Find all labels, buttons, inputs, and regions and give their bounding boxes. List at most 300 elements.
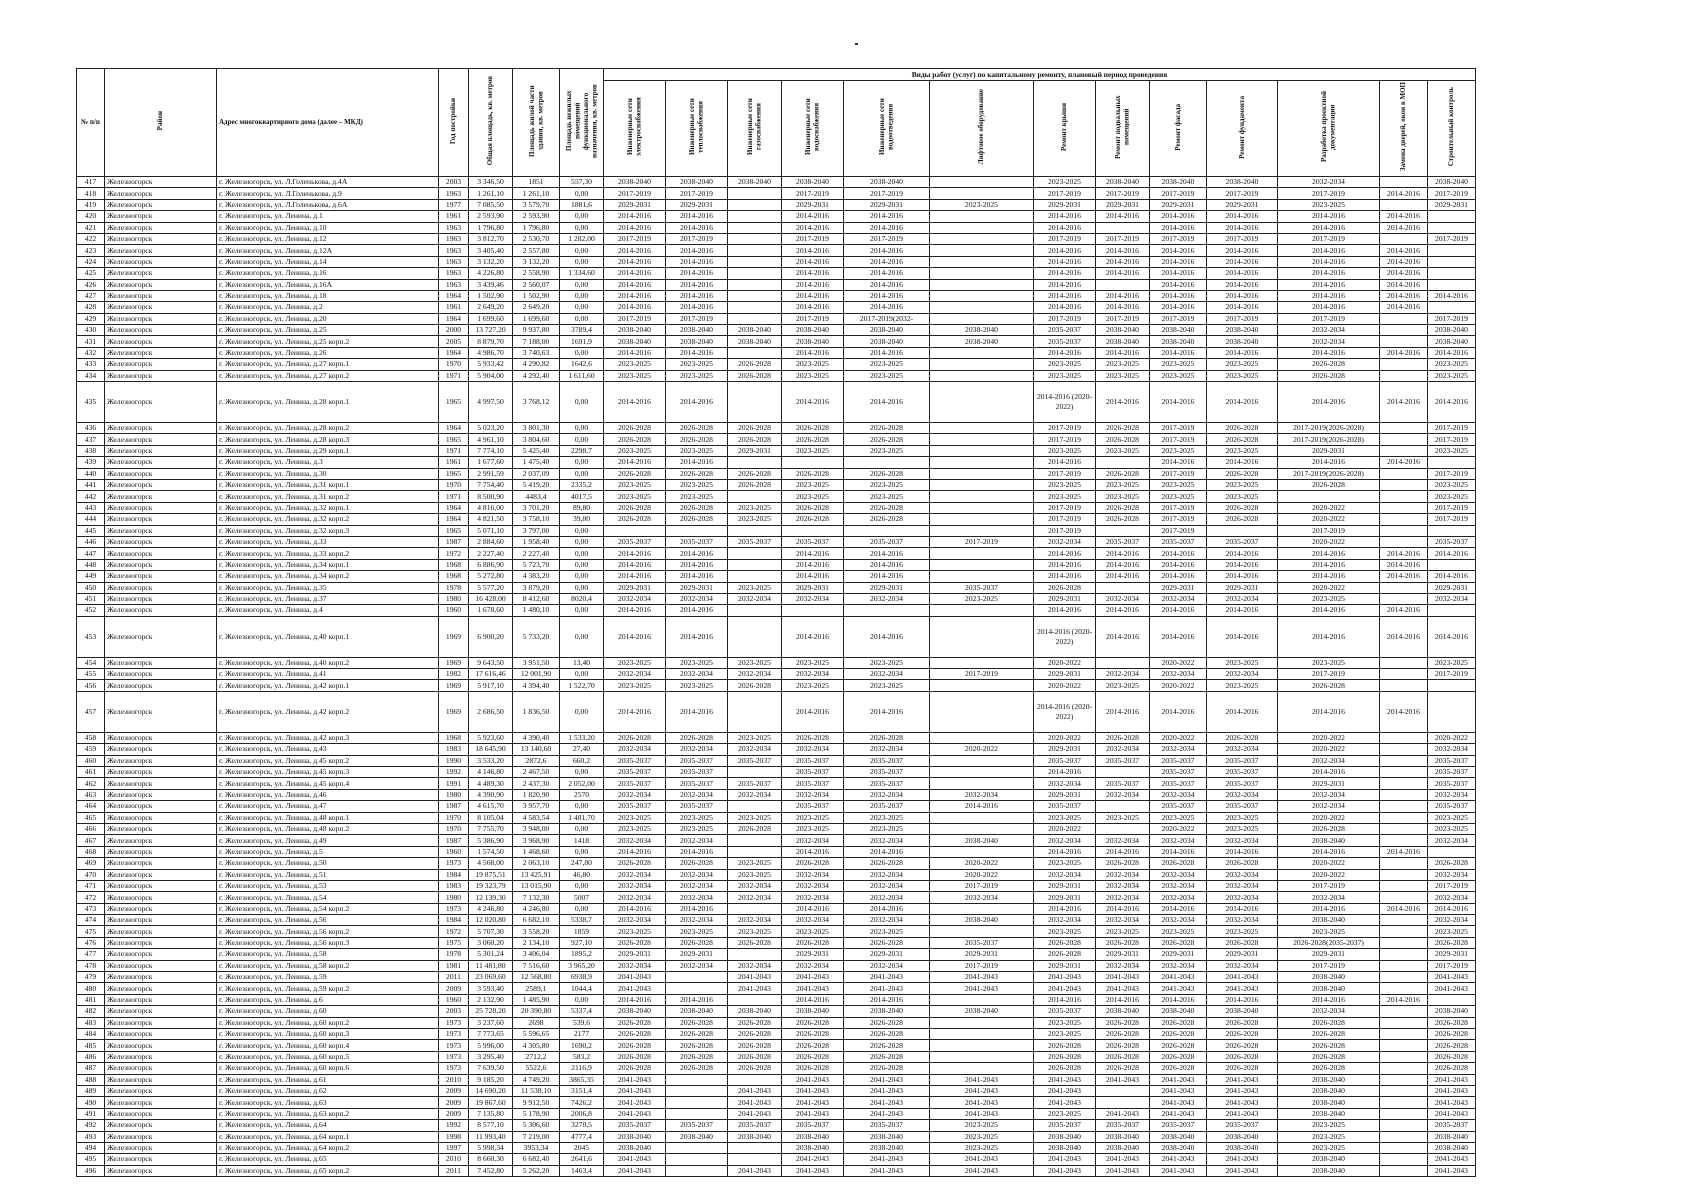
table-row [77, 502, 1476, 513]
table-cell: 2041-2043 [1207, 983, 1278, 994]
table-row [77, 892, 1476, 903]
table-cell: 5 425,40 [513, 445, 560, 456]
table-cell: 435 [77, 382, 105, 423]
table-cell: 2041-2043 [1207, 1154, 1278, 1165]
table-cell: 2017-2019 [604, 188, 666, 199]
table-cell: г. Железногорск, ул. Ленина, д.48 корп.2 [217, 823, 439, 834]
table-cell: 2014-2016 [604, 256, 666, 267]
table-cell: 0,00 [560, 548, 604, 559]
table-cell: 4 226,80 [469, 268, 513, 279]
table-cell: 7 755,70 [469, 823, 513, 834]
table-cell: 1973 [439, 858, 469, 869]
table-cell [930, 926, 1034, 937]
table-cell: Железногорск [105, 347, 217, 358]
table-cell: 3151,4 [560, 1085, 604, 1096]
table-cell: 2 557,80 [513, 245, 560, 256]
table-cell: 2 649,20 [469, 302, 513, 313]
table-cell: 1895,2 [560, 949, 604, 960]
table-cell: 2014-2016 [1428, 903, 1476, 914]
table-cell: 441 [77, 479, 105, 490]
table-cell: 2017-2019 [1096, 233, 1150, 244]
table-cell: 2014-2016 [666, 222, 728, 233]
table-cell: 2032-2034 [1428, 869, 1476, 880]
table-cell: 2 884,60 [469, 536, 513, 547]
table-cell: 0,00 [560, 823, 604, 834]
table-cell: 2035-2037 [604, 767, 666, 778]
table-row [77, 960, 1476, 971]
table-cell [666, 1097, 728, 1108]
table-cell: 2029-2031 [1034, 892, 1096, 903]
table-cell: 3 801,30 [513, 423, 560, 434]
table-cell: 1 677,60 [469, 457, 513, 468]
table-cell: 2014-2016 [604, 605, 666, 616]
table-cell: 1981 [439, 960, 469, 971]
table-cell: 2041-2043 [604, 983, 666, 994]
table-cell: г. Железногорск, ул. Ленина, д.40 корп.2 [217, 657, 439, 668]
table-cell [728, 245, 782, 256]
table-cell: 1968 [439, 559, 469, 570]
table-cell: 2014-2016 [844, 211, 930, 222]
table-cell: 2014-2016 [782, 846, 844, 857]
table-cell [728, 548, 782, 559]
table-cell: 2023-2025 [666, 926, 728, 937]
table-cell: 2009 [439, 1097, 469, 1108]
table-cell: 2014-2016 [604, 691, 666, 732]
table-cell [666, 1165, 728, 1176]
table-cell: 2014-2016 [666, 268, 728, 279]
table-cell: 2014-2016 [1096, 347, 1150, 358]
table-cell [1380, 1074, 1428, 1085]
table-cell: 2026-2028 [728, 1040, 782, 1051]
table-cell [1428, 605, 1476, 616]
table-cell [1428, 268, 1476, 279]
table-cell: 471 [77, 880, 105, 891]
table-cell: 1960 [439, 994, 469, 1005]
table-cell: 2014-2016 [782, 382, 844, 423]
table-cell: 2014-2016 [666, 605, 728, 616]
table-cell: 2026-2028 [844, 434, 930, 445]
table-cell: 2014-2016 [604, 382, 666, 423]
table-cell: 1642,6 [560, 359, 604, 370]
table-cell: 2035-2037 [844, 778, 930, 789]
table-cell: 2045 [560, 1142, 604, 1153]
table-cell: 5 923,60 [469, 732, 513, 743]
table-cell: 2014-2016 [604, 211, 666, 222]
table-cell: 2017-2019 [1428, 434, 1476, 445]
table-cell: г. Железногорск, ул. Ленина, д.32 корп.3 [217, 525, 439, 536]
table-cell: 2035-2037 [844, 536, 930, 547]
table-cell: 2026-2028 [782, 732, 844, 743]
table-cell: 2026-2028 [666, 1051, 728, 1062]
table-cell: 460 [77, 755, 105, 766]
table-cell: 2116,9 [560, 1063, 604, 1074]
table-cell: 2026-2028 [1207, 732, 1278, 743]
table-cell: 2035-2037 [1207, 767, 1278, 778]
table-cell [930, 559, 1034, 570]
table-cell [1380, 778, 1428, 789]
table-cell: 2023-2025 [1096, 479, 1150, 490]
table-cell: 2038-2040 [1096, 336, 1150, 347]
table-cell: 0,00 [560, 691, 604, 732]
table-cell: 2032-2034 [930, 789, 1034, 800]
table-cell: 2014-2016 [1207, 903, 1278, 914]
table-cell: 2032-2034 [1096, 835, 1150, 846]
table-cell: 1963 [439, 279, 469, 290]
table-cell: 2035-2037 [1150, 801, 1207, 812]
table-cell: 2032-2034 [604, 669, 666, 680]
table-cell: 2017-2019(2026-2028) [1278, 434, 1380, 445]
table-cell [728, 256, 782, 267]
table-cell: 2023-2025 [604, 491, 666, 502]
table-cell: Железногорск [105, 858, 217, 869]
table-cell: 434 [77, 370, 105, 381]
table-cell [728, 1154, 782, 1165]
table-cell: 2026-2028 [1428, 858, 1476, 869]
table-cell [728, 290, 782, 301]
table-cell: 2038-2040 [1096, 1006, 1150, 1017]
table-cell: 2014-2016 [782, 691, 844, 732]
table-cell: 467 [77, 835, 105, 846]
table-cell: Железногорск [105, 313, 217, 324]
table-cell: 2023-2025 [1428, 479, 1476, 490]
table-cell: 2023-2025 [666, 823, 728, 834]
table-cell: 2026-2028 [728, 937, 782, 948]
table-cell: 430 [77, 325, 105, 336]
table-cell: 2032-2034 [728, 593, 782, 604]
table-cell: 2035-2037 [782, 778, 844, 789]
table-cell: 2014-2016 [1278, 279, 1380, 290]
table-cell: 1 678,60 [469, 605, 513, 616]
table-cell [1428, 279, 1476, 290]
table-cell: 2023-2025 [604, 926, 666, 937]
table-cell: 1 468,60 [513, 846, 560, 857]
table-cell: 0,00 [560, 525, 604, 536]
table-cell [1380, 960, 1428, 971]
table-cell: г. Железногорск, ул. Ленина, д.2 [217, 302, 439, 313]
table-cell [1428, 559, 1476, 570]
table-cell: 2017-2019 [1207, 313, 1278, 324]
table-cell: 2035-2037 [1207, 755, 1278, 766]
table-cell: 2032-2034 [1278, 325, 1380, 336]
table-cell: 2032-2034 [604, 960, 666, 971]
table-cell [728, 616, 782, 657]
table-cell [1428, 994, 1476, 1005]
table-cell: 1983 [439, 744, 469, 755]
table-row [77, 669, 1476, 680]
table-cell: 2014-2016 [844, 222, 930, 233]
table-cell: 3 948,00 [513, 823, 560, 834]
table-cell [782, 605, 844, 616]
table-cell: 4 390,90 [469, 789, 513, 800]
table-cell: 2014-2016 [1096, 994, 1150, 1005]
table-cell: 2017-2019 [1034, 434, 1096, 445]
table-cell: 2026-2028 [1278, 1051, 1380, 1062]
table-cell: 2038-2040 [1207, 1006, 1278, 1017]
table-cell: г. Железногорск, ул. Ленина, д.63 [217, 1097, 439, 1108]
table-cell: 2032-2034 [728, 789, 782, 800]
table-cell: 2026-2028 [728, 370, 782, 381]
table-cell: 2014-2016 [1278, 347, 1380, 358]
table-cell [930, 755, 1034, 766]
table-row [77, 479, 1476, 490]
table-cell: 2014-2016 [844, 994, 930, 1005]
table-row [77, 582, 1476, 593]
table-cell [1380, 1097, 1428, 1108]
table-cell: 1978 [439, 582, 469, 593]
table-cell: Железногорск [105, 491, 217, 502]
table-cell: 1859 [560, 926, 604, 937]
table-cell: 2026-2028 [728, 1051, 782, 1062]
table-cell: 463 [77, 789, 105, 800]
table-cell: 0,00 [560, 457, 604, 468]
table-cell: 437 [77, 434, 105, 445]
table-cell: 2032-2034 [1207, 892, 1278, 903]
table-cell: 2023-2025 [666, 812, 728, 823]
table-cell: 2032-2034 [1207, 593, 1278, 604]
table-cell: 2014-2016 [1207, 279, 1278, 290]
table-cell: 2020-2022 [1150, 732, 1207, 743]
table-cell: 3 579,70 [513, 199, 560, 210]
table-cell: 2032-2034 [1096, 892, 1150, 903]
table-cell: 2032-2034 [604, 892, 666, 903]
table-cell: 2038-2040 [1150, 177, 1207, 188]
table-cell: 2014-2016 [1380, 559, 1428, 570]
table-cell: 2020-2022 [1278, 812, 1380, 823]
table-cell: 2038-2040 [604, 1131, 666, 1142]
table-cell: 2026-2028 [1207, 1017, 1278, 1028]
table-cell: 11 993,40 [469, 1131, 513, 1142]
table-cell: 2041-2043 [930, 1154, 1034, 1165]
table-cell: 2023-2025 [666, 657, 728, 668]
table-cell [1428, 302, 1476, 313]
table-cell [1380, 1085, 1428, 1096]
table-cell: 2026-2028 [1096, 1051, 1150, 1062]
table-cell: 426 [77, 279, 105, 290]
table-cell: Железногорск [105, 949, 217, 960]
table-cell [930, 188, 1034, 199]
table-cell: 2032-2034 [1096, 960, 1150, 971]
table-cell [930, 767, 1034, 778]
table-cell [1380, 1131, 1428, 1142]
table-cell: 0,00 [560, 801, 604, 812]
table-cell: 2032-2034 [604, 744, 666, 755]
table-cell: 2014-2016 [782, 268, 844, 279]
table-cell: 1965 [439, 434, 469, 445]
table-cell: 2014-2016 [1278, 290, 1380, 301]
table-cell: 461 [77, 767, 105, 778]
table-cell: 2712,2 [513, 1051, 560, 1062]
table-cell [728, 835, 782, 846]
table-cell: 2017-2019 [1034, 188, 1096, 199]
table-cell: 2023-2025 [1428, 823, 1476, 834]
table-row [77, 1097, 1476, 1108]
table-cell: 2014-2016 [604, 994, 666, 1005]
table-cell: 2038-2040 [782, 177, 844, 188]
table-cell: 2023-2025 [1278, 199, 1380, 210]
table-cell: 2038-2040 [1278, 1154, 1380, 1165]
table-cell: 2023-2025 [1096, 926, 1150, 937]
table-cell: г. Железногорск, ул. Ленина, д.54 корп.2 [217, 903, 439, 914]
table-cell: Железногорск [105, 177, 217, 188]
table-cell [728, 1142, 782, 1153]
table-cell: 2023-2025 [1096, 491, 1150, 502]
table-cell: 1980 [439, 593, 469, 604]
table-cell: Железногорск [105, 502, 217, 513]
table-cell: г. Железногорск, ул. Ленина, д.42 корп.1 [217, 680, 439, 691]
table-cell: 2032-2034 [666, 835, 728, 846]
table-cell: 2032-2034 [782, 960, 844, 971]
table-cell: 2026-2028 [1207, 1040, 1278, 1051]
table-cell: 2014-2016 [1150, 457, 1207, 468]
table-cell: 0,00 [560, 605, 604, 616]
table-cell: 6938,9 [560, 972, 604, 983]
table-cell [930, 571, 1034, 582]
table-cell: 2041-2043 [1207, 1085, 1278, 1096]
table-cell: 0,00 [560, 313, 604, 324]
table-cell: 2014-2016 [1034, 571, 1096, 582]
table-row [77, 188, 1476, 199]
table-cell: 2032-2034 [1278, 1006, 1380, 1017]
table-cell: 2032-2034 [1278, 892, 1380, 903]
table-cell: 2041-2043 [844, 972, 930, 983]
table-cell: 2032-2034 [1428, 744, 1476, 755]
table-cell: 444 [77, 514, 105, 525]
table-cell [930, 370, 1034, 381]
header-total-area: Общая площадь, кв. метров [469, 69, 513, 177]
table-cell: 2035-2037 [930, 937, 1034, 948]
table-cell: 2041-2043 [1096, 1165, 1150, 1176]
table-cell: 2041-2043 [1096, 1108, 1150, 1119]
table-row [77, 1142, 1476, 1153]
table-cell: 2032-2034 [782, 880, 844, 891]
table-cell: 2017-2019 [1150, 514, 1207, 525]
table-row [77, 926, 1476, 937]
table-cell: 2023-2025 [1034, 858, 1096, 869]
table-cell: 1851 [513, 177, 560, 188]
table-row [77, 347, 1476, 358]
table-cell [728, 1074, 782, 1085]
table-cell: Железногорск [105, 1142, 217, 1153]
table-cell: 2041-2043 [728, 1097, 782, 1108]
table-cell: 1991 [439, 778, 469, 789]
header-work-electric: Инженерные сети электроснабжения [604, 81, 666, 177]
table-row [77, 858, 1476, 869]
table-cell: 2020-2022 [1278, 514, 1380, 525]
table-cell: 2017-2019 [782, 313, 844, 324]
table-cell: 2017-2019 [1428, 669, 1476, 680]
table-cell: 2017-2019 [1278, 188, 1380, 199]
table-cell: 13,40 [560, 657, 604, 668]
table-cell: 2041-2043 [1150, 1165, 1207, 1176]
table-cell: 2026-2028 [844, 937, 930, 948]
table-cell: 2023-2025 [782, 479, 844, 490]
table-cell: 2026-2028 [1278, 680, 1380, 691]
table-row [77, 691, 1476, 732]
table-cell: 2038-2040 [1150, 1131, 1207, 1142]
table-cell: 4 615,70 [469, 801, 513, 812]
table-cell: г. Железногорск, ул. Ленина, д.56 [217, 915, 439, 926]
table-cell: 2023-2025 [1278, 593, 1380, 604]
table-cell: 2032-2034 [1150, 789, 1207, 800]
table-cell: 2023-2025 [1207, 491, 1278, 502]
table-cell: 457 [77, 691, 105, 732]
table-cell: г. Железногорск, ул. Ленина, д.14 [217, 256, 439, 267]
table-cell: 2032-2034 [782, 892, 844, 903]
table-row [77, 1131, 1476, 1142]
table-row [77, 382, 1476, 423]
table-cell: 2026-2028 [1034, 582, 1096, 593]
table-row [77, 1165, 1476, 1176]
table-cell: 2026-2028(2035-2037) [1278, 937, 1380, 948]
table-cell: Железногорск [105, 1108, 217, 1119]
table-cell: 2032-2034 [1207, 960, 1278, 971]
table-cell: Железногорск [105, 691, 217, 732]
table-cell: 2026-2028 [1278, 479, 1380, 490]
table-cell: 2014-2016 [1278, 616, 1380, 657]
table-row [77, 835, 1476, 846]
table-cell: 476 [77, 937, 105, 948]
table-cell [1380, 313, 1428, 324]
table-cell: 2026-2028 [728, 823, 782, 834]
table-cell: 1973 [439, 903, 469, 914]
table-row [77, 245, 1476, 256]
table-cell [1380, 680, 1428, 691]
table-cell: Железногорск [105, 1006, 217, 1017]
table-cell: 2038-2040 [930, 325, 1034, 336]
table-cell: 2026-2028 [666, 468, 728, 479]
table-cell [1380, 1017, 1428, 1028]
table-cell: 2014-2016 [1096, 245, 1150, 256]
table-cell: 2014-2016 [1096, 290, 1150, 301]
table-cell: 2035-2037 [1096, 755, 1150, 766]
table-cell: 8 577,10 [469, 1120, 513, 1131]
table-cell: г. Железногорск, ул. Л.Голенькова, д.9 [217, 188, 439, 199]
table-cell: 2014-2016 [666, 279, 728, 290]
table-cell: 2014-2016 [666, 457, 728, 468]
table-cell: 496 [77, 1165, 105, 1176]
table-cell [1380, 325, 1428, 336]
table-cell: 2026-2028 [728, 1029, 782, 1040]
table-cell [930, 823, 1034, 834]
table-cell: 2041-2043 [1428, 1108, 1476, 1119]
table-cell: 2023-2025 [1150, 370, 1207, 381]
table-row [77, 199, 1476, 210]
table-cell: 2041-2043 [1096, 1154, 1150, 1165]
table-cell: 2026-2028 [666, 1029, 728, 1040]
table-cell: 1 502,90 [469, 290, 513, 301]
table-cell: 2026-2028 [1150, 858, 1207, 869]
table-cell: 3953,34 [513, 1142, 560, 1153]
table-cell: 2032-2034 [1150, 960, 1207, 971]
table-cell: Железногорск [105, 582, 217, 593]
table-cell: 2032-2034 [1150, 593, 1207, 604]
table-cell: 2038-2040 [1207, 1131, 1278, 1142]
table-cell: 2014-2016 [782, 571, 844, 582]
table-cell: 2038-2040 [1150, 325, 1207, 336]
table-row [77, 313, 1476, 324]
table-cell: 2038-2040 [1428, 1131, 1476, 1142]
table-cell: г. Железногорск, ул. Ленина, д.47 [217, 801, 439, 812]
table-cell: Железногорск [105, 994, 217, 1005]
table-cell: 462 [77, 778, 105, 789]
table-cell: г. Железногорск, ул. Ленина, д.32 корп.1 [217, 502, 439, 513]
table-cell: 11 481,80 [469, 960, 513, 971]
table-cell: 2014-2016 [1034, 245, 1096, 256]
table-cell: 2023-2025 [930, 1120, 1034, 1131]
table-cell: г. Железногорск, ул. Ленина, д.27 корп.2 [217, 370, 439, 381]
table-cell: 2014-2016 [1150, 222, 1207, 233]
table-cell: Железногорск [105, 468, 217, 479]
